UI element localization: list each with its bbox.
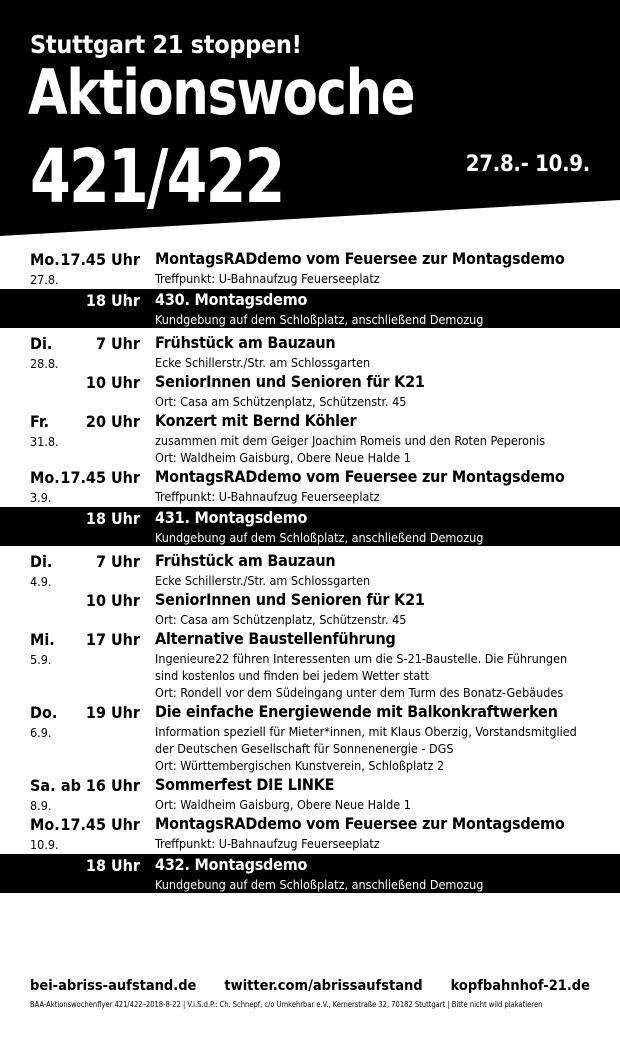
event-row <box>0 774 620 813</box>
event-detail: Ecke Schillerstr./Str. am Schlossgarten <box>155 573 371 588</box>
event-title: Konzert mit Bernd Köhler <box>155 411 357 430</box>
event-date: 3.9. <box>30 490 52 505</box>
event-date: 6.9. <box>30 725 52 740</box>
event-day: Fr. <box>30 412 50 431</box>
event-date: 4.9. <box>30 574 52 589</box>
event-title: Frühstück am Bauzaun <box>155 333 336 352</box>
event-day: Mo. <box>30 815 60 834</box>
event-title: Die einfache Energiewende mit Balkonkraftwerken <box>155 702 558 721</box>
event-date: 28.8. <box>30 356 59 371</box>
event-row-highlight <box>0 507 620 546</box>
subtitle: Stuttgart 21 stoppen! <box>30 30 302 59</box>
event-title: Frühstück am Bauzaun <box>155 551 336 570</box>
event-time: 18 Uhr <box>85 291 140 310</box>
event-time: 7 Uhr <box>95 334 140 353</box>
event-detail: Treffpunkt: U-Bahnaufzug Feuerseeplatz <box>155 271 380 286</box>
event-schedule <box>0 248 620 897</box>
event-detail: der Deutschen Gesellschaft für Sonnenenergie - DGS <box>155 741 454 756</box>
event-row <box>0 466 620 505</box>
event-detail: Kundgebung auf dem Schloßplatz, anschließend Demozug <box>155 877 484 892</box>
event-date: 8.9. <box>30 798 52 813</box>
event-day: Sa. <box>30 776 56 795</box>
event-day: Do. <box>30 703 58 722</box>
event-time: ab 16 Uhr <box>60 776 140 795</box>
imprint: BAA-Aktionswochenflyer 421/422–2018-8-22 | V.i.S.d.P.: Ch. Schnepf, c/o Umkehrbar e.V., Kernerstraße 32, 70182 Stuttgart | Bitte nicht wild plakatieren <box>30 1000 543 1009</box>
event-detail: Treffpunkt: U-Bahnaufzug Feuerseeplatz <box>155 836 380 851</box>
event-time: 17 Uhr <box>85 630 140 649</box>
event-time: 17.45 Uhr <box>60 815 140 834</box>
event-date: 10.9. <box>30 837 59 852</box>
week-number: 421/422 <box>30 134 284 220</box>
event-day: Mi. <box>30 630 55 649</box>
event-time: 10 Uhr <box>85 591 140 610</box>
event-row <box>0 550 620 589</box>
event-title: MontagsRADdemo vom Feuersee zur Montagsdemo <box>155 814 565 833</box>
event-date: 5.9. <box>30 652 52 667</box>
event-time: 17.45 Uhr <box>60 468 140 487</box>
event-detail: Ort: Waldheim Gaisburg, Obere Neue Halde 1 <box>155 450 411 465</box>
event-detail: Treffpunkt: U-Bahnaufzug Feuerseeplatz <box>155 489 380 504</box>
event-detail: Ecke Schillerstr./Str. am Schlossgarten <box>155 355 371 370</box>
event-row <box>0 628 620 701</box>
event-row <box>0 701 620 774</box>
website-link[interactable]: bei-abriss-aufstand.de <box>30 978 197 994</box>
event-detail: Ort: Casa am Schützenplatz, Schützenstr. 45 <box>155 612 407 627</box>
event-detail: zusammen mit dem Geiger Joachim Romeis und den Roten Peperonis <box>155 433 546 448</box>
event-title: MontagsRADdemo vom Feuersee zur Montagsdemo <box>155 467 565 486</box>
event-title: SeniorInnen und Senioren für K21 <box>155 372 425 391</box>
event-row <box>0 332 620 371</box>
event-detail: sind kostenlos und finden bei jedem Wetter statt <box>155 668 430 683</box>
event-row <box>0 248 620 287</box>
event-title: SeniorInnen und Senioren für K21 <box>155 590 425 609</box>
event-title: 431. Montagsdemo <box>155 508 308 527</box>
event-time: 7 Uhr <box>95 552 140 571</box>
event-time: 18 Uhr <box>85 509 140 528</box>
event-detail: Kundgebung auf dem Schloßplatz, anschließend Demozug <box>155 530 484 545</box>
event-day: Di. <box>30 334 53 353</box>
event-row <box>0 589 620 628</box>
event-row-highlight <box>0 289 620 328</box>
page-title: Aktionswoche <box>28 56 415 129</box>
event-row-highlight <box>0 854 620 893</box>
event-detail: Ort: Waldheim Gaisburg, Obere Neue Halde 1 <box>155 797 411 812</box>
header <box>0 0 620 240</box>
event-title: Sommerfest DIE LINKE <box>155 775 335 794</box>
event-time: 10 Uhr <box>85 373 140 392</box>
event-title: 432. Montagsdemo <box>155 855 308 874</box>
event-date: 27.8. <box>30 272 59 287</box>
event-time: 18 Uhr <box>85 856 140 875</box>
event-title: MontagsRADdemo vom Feuersee zur Montagsdemo <box>155 249 565 268</box>
event-detail: Kundgebung auf dem Schloßplatz, anschließend Demozug <box>155 312 484 327</box>
date-range: 27.8.- 10.9. <box>465 152 590 177</box>
event-detail: Information speziell für Mieter*innen, mit Klaus Oberzig, Vorstandsmitglied <box>155 724 577 739</box>
event-title: Alternative Baustellenführung <box>155 629 396 648</box>
event-day: Mo. <box>30 468 60 487</box>
event-row <box>0 813 620 852</box>
event-time: 20 Uhr <box>85 412 140 431</box>
event-row <box>0 410 620 466</box>
event-date: 31.8. <box>30 434 59 449</box>
twitter-link[interactable]: twitter.com/abrissaufstand <box>224 978 423 994</box>
event-detail: Ort: Rondell vor dem Südeingang unter dem Turm des Bonatz-Gebäudes <box>155 685 564 700</box>
event-detail: Ort: Württembergischen Kunstverein, Schloßplatz 2 <box>155 758 445 773</box>
event-day: Di. <box>30 552 53 571</box>
kopfbahnhof-link[interactable]: kopfbahnhof-21.de <box>450 978 590 994</box>
event-time: 17.45 Uhr <box>60 250 140 269</box>
event-time: 19 Uhr <box>85 703 140 722</box>
event-detail: Ort: Casa am Schützenplatz, Schützenstr. 45 <box>155 394 407 409</box>
event-title: 430. Montagsdemo <box>155 290 308 309</box>
event-detail: Ingenieure22 führen Interessenten um die S-21-Baustelle. Die Führungen <box>155 651 568 666</box>
event-day: Mo. <box>30 250 60 269</box>
event-row <box>0 371 620 410</box>
footer-links <box>30 978 590 994</box>
